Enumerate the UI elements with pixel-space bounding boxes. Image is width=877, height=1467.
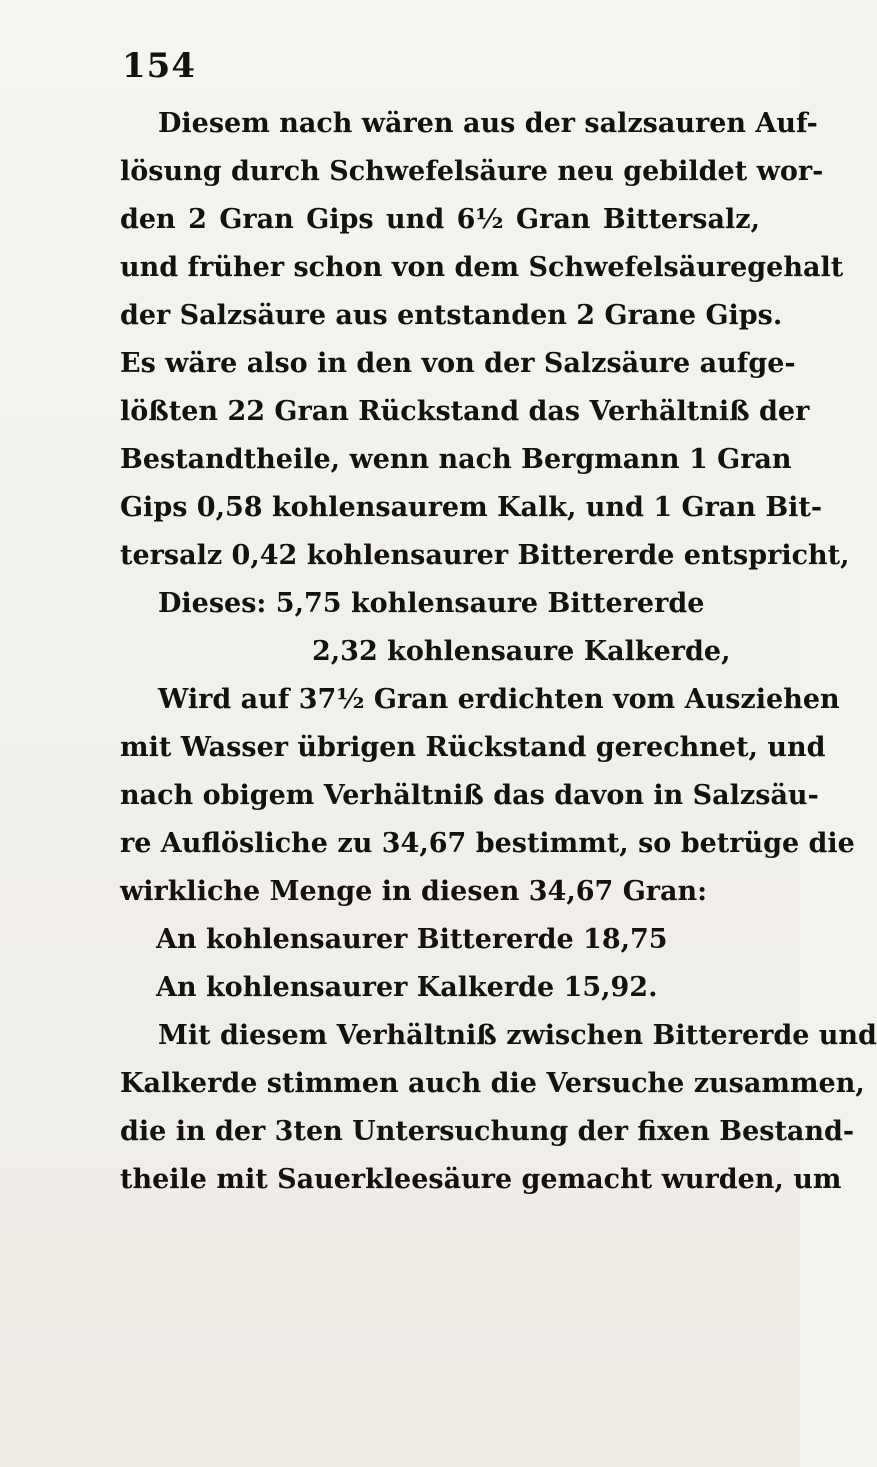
text-line: und früher schon von dem Schwefelsäuregehalt (120, 252, 844, 283)
text-line: Bestandtheile, wenn nach Bergmann 1 Gran (120, 444, 792, 475)
text-line: 2,32 kohlensaure Kalkerde, (312, 636, 731, 667)
text-line: tersalz 0,42 kohlensaurer Bittererde entspricht, (120, 540, 850, 571)
text-line: den 2 Gran Gips und 6½ Gran Bittersalz, (120, 204, 760, 235)
text-line: Mit diesem Verhältniß zwischen Bittererde und (158, 1020, 877, 1051)
text-line: mit Wasser übrigen Rückstand gerechnet, und (120, 732, 826, 763)
text-line: Diesem nach wären aus der salzsauren Auf- (158, 108, 818, 139)
text-line: theile mit Sauerkleesäure gemacht wurden, um (120, 1164, 842, 1195)
text-line: der Salzsäure aus entstanden 2 Grane Gips. (120, 300, 783, 331)
text-line: An kohlensaurer Kalkerde 15,92. (156, 972, 658, 1003)
text-line: lößten 22 Gran Rückstand das Verhältniß der (120, 396, 810, 427)
text-line: Dieses: 5,75 kohlensaure Bittererde (158, 588, 705, 619)
text-line: re Auflösliche zu 34,67 bestimmt, so betrüge die (120, 828, 855, 859)
text-line: Gips 0,58 kohlensaurem Kalk, und 1 Gran Bit- (120, 492, 823, 523)
text-line: Kalkerde stimmen auch die Versuche zusammen, (120, 1068, 865, 1099)
text-line: Wird auf 37½ Gran erdichten vom Ausziehen (158, 684, 840, 715)
page-number: 154 (122, 46, 196, 86)
text-body (120, 100, 877, 1204)
text-line: die in der 3ten Untersuchung der fixen Bestand- (120, 1116, 855, 1147)
text-line: wirkliche Menge in diesen 34,67 Gran: (120, 876, 708, 907)
text-line: An kohlensaurer Bittererde 18,75 (156, 924, 668, 955)
text-line: lösung durch Schwefelsäure neu gebildet wor- (120, 156, 824, 187)
text-line: Es wäre also in den von der Salzsäure aufge- (120, 348, 796, 379)
text-line: nach obigem Verhältniß das davon in Salzsäu- (120, 780, 819, 811)
